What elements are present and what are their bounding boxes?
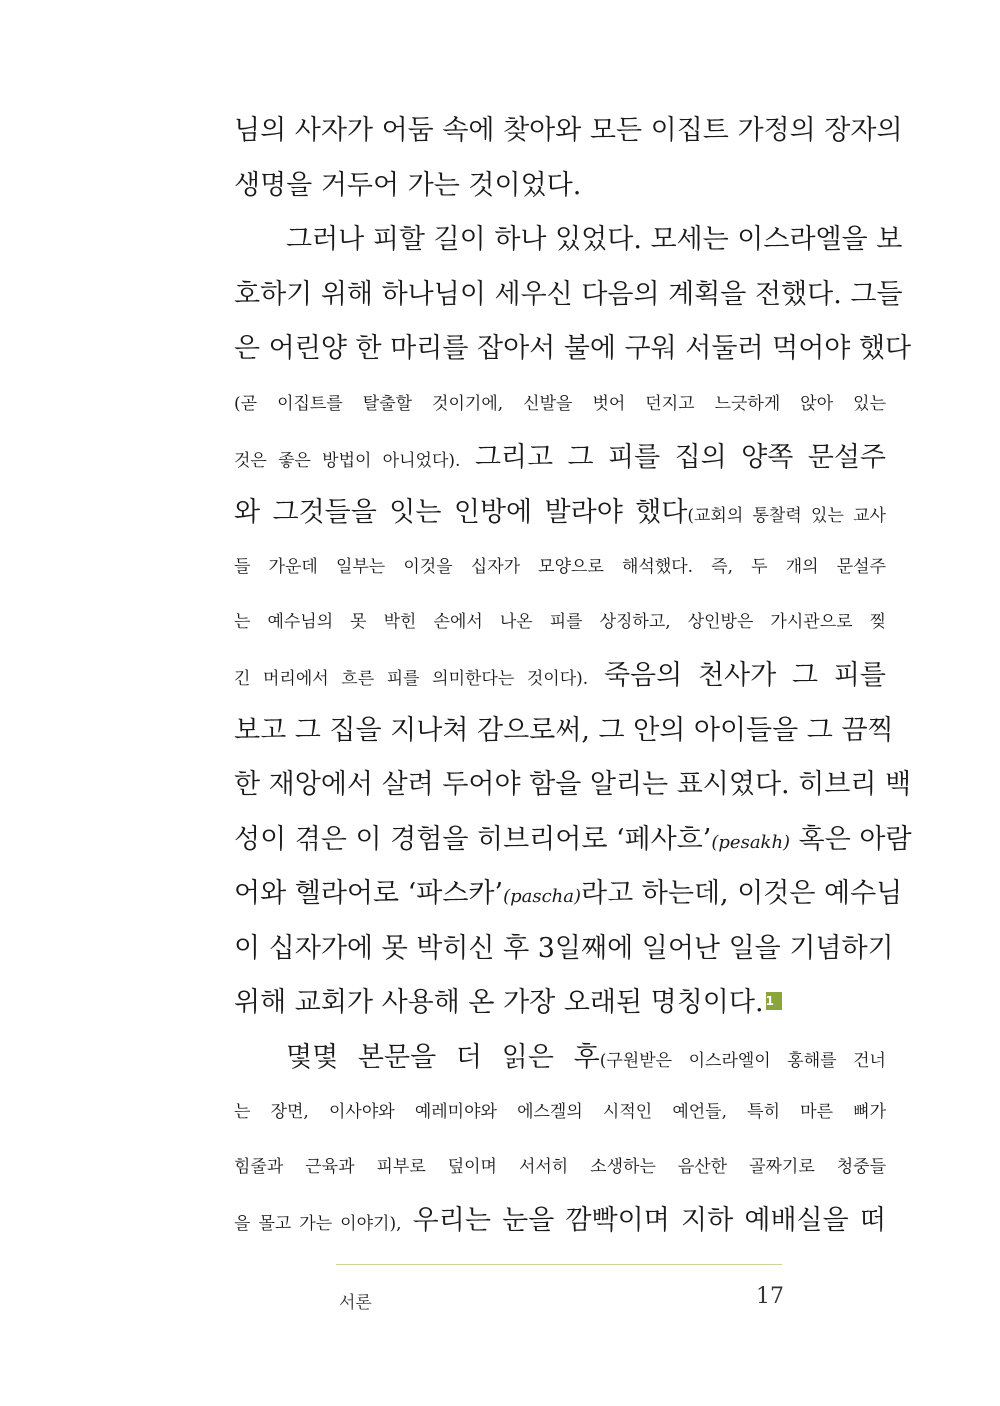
footer-divider (336, 1264, 782, 1265)
text-line (234, 431, 886, 486)
parenthetical-text: (교회의 통찰력 있는 교사 (687, 505, 886, 526)
text-line (234, 649, 886, 704)
text-span: 그리고 그 피를 집의 양쪽 문설주 (460, 442, 886, 473)
parenthetical-text: (구원받은 이스라엘이 홍해를 건너 (599, 1050, 886, 1071)
text-line (234, 867, 903, 922)
text-line (234, 1031, 886, 1086)
latin-term: (pascha) (503, 886, 582, 907)
parenthetical-text: 긴 머리에서 흐른 피를 의미한다는 것이다). (234, 669, 589, 689)
page-number: 17 (756, 1284, 784, 1309)
text-span: 라고 하는데, 이것은 예수님 (581, 878, 903, 909)
text-line (234, 813, 912, 868)
text-line: 힘줄과 근육과 피부로 덮이며 서서히 소생하는 음산한 골짜기로 청중들 (234, 1156, 886, 1177)
text-line: 님의 사자가 어둠 속에 찾아와 모든 이집트 가정의 장자의 (234, 115, 903, 146)
text-line: 한 재앙에서 살려 두어야 함을 알리는 표시였다. 히브리 백 (234, 769, 912, 800)
text-line (234, 486, 886, 541)
text-line: 이 십자가에 못 박히신 후 3일째에 일어난 일을 기념하기 (234, 932, 894, 964)
latin-term: (pesakh) (711, 831, 791, 853)
text-line: 그러나 피할 길이 하나 있었다. 모세는 이스라엘을 보 (286, 224, 903, 255)
text-span: 몇몇 본문을 더 읽은 후 (286, 1041, 600, 1073)
text-span: 위해 교회가 사용해 온 가장 오래된 명칭이다. (234, 987, 764, 1018)
text-span: 죽음의 천사가 그 피를 (588, 660, 886, 691)
text-line: 는 예수님의 못 박힌 손에서 나온 피를 상징하고, 상인방은 가시관으로 찢 (234, 611, 886, 632)
text-line: 은 어린양 한 마리를 잡아서 불에 구워 서둘러 먹어야 했다 (234, 333, 912, 364)
text-line (234, 976, 886, 1031)
running-footer-title: 서론 (339, 1293, 372, 1313)
text-line: 는 장면, 이사야와 예레미야와 에스겔의 시적인 예언들, 특히 마른 뼈가 (234, 1102, 886, 1122)
body-text (234, 104, 912, 1249)
text-line: 들 가운데 일부는 이것을 십자가 모양으로 해석했다. 즉, 두 개의 문설주 (234, 557, 886, 577)
text-line: 생명을 거두어 가는 것이었다. (234, 169, 582, 201)
text-span: 성이 겪은 이 경험을 히브리어로 ‘페사흐’ (234, 823, 712, 855)
text-line (234, 1194, 886, 1249)
text-span: 혹은 아람 (790, 823, 912, 855)
text-line: 호하기 위해 하나님이 세우신 다음의 계획을 전했다. 그들 (234, 278, 903, 310)
text-span: 와 그것들을 잇는 인방에 발라야 했다 (234, 496, 688, 528)
parenthetical-text: 을 몰고 가는 이야기), (234, 1214, 402, 1234)
footnote-marker[interactable]: 1 (766, 992, 782, 1010)
text-span: 어와 헬라어로 ‘파스카’ (234, 878, 504, 909)
text-span: 우리는 눈을 깜빡이며 지하 예배실을 떠 (401, 1205, 886, 1236)
parenthetical-text: 것은 좋은 방법이 아니었다). (234, 451, 461, 471)
text-line: 보고 그 집을 지나쳐 감으로써, 그 안의 아이들을 그 끔찍 (234, 714, 894, 746)
text-line: (곧 이집트를 탈출할 것이기에, 신발을 벗어 던지고 느긋하게 앉아 있는 (234, 393, 886, 414)
